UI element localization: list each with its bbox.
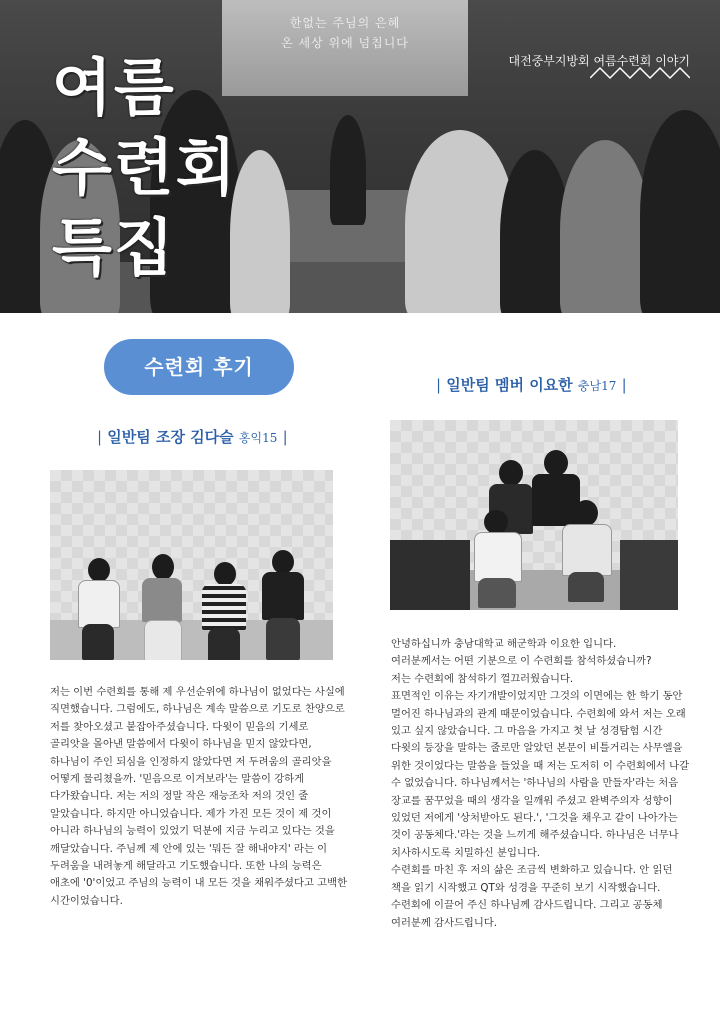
crowd-silhouette [230,150,290,313]
right-member-name: 일반팀 멤버 이요한 [446,376,573,394]
crowd-silhouette [405,130,515,313]
hero-title-line: 수련회 [52,131,238,204]
text-line: 직면했습니다. 그럼에도, 하나님은 계속 말씀으로 기도로 찬양으로 [50,703,345,716]
text-line: 시간이었습니다. [50,894,123,907]
text-line: 다가왔습니다. 저는 저의 정말 작은 재능조차 저의 것인 줄 [50,790,309,803]
hero-subtitle: 대전중부지방회 여름수련회 이야기 [508,54,690,68]
text-line: 어떻게 물리쳤을까. '믿음으로 이겨보라'는 말씀이 강하게 [50,773,305,786]
left-member-name: 일반팀 조장 김다슬 [107,428,234,446]
left-group-photo [50,470,333,660]
divider-bar: | [621,376,627,394]
hero-title [52,48,238,288]
left-testimony-text [50,684,348,910]
text-line: 다윗의 등장을 말하는 줄로만 알았던 본문이 비틀거리는 사무엘을 [391,742,683,755]
text-line: 치사하시도록 치밀하신 분입니다. [391,846,541,859]
hero-photo [0,0,720,313]
text-line: 있었던 저에게 '상처받아도 된다.', '그것을 채우고 같이 나아가는 [391,812,678,825]
text-line: 표면적인 이유는 자기개발이었지만 그것의 이면에는 한 학기 동안 [391,690,683,703]
screen-lyric-line-1: 한없는 주님의 은혜 [289,16,401,30]
text-line: 저를 찾아오셨고 붙잡아주셨습니다. 다윗이 믿음의 기세로 [50,720,309,733]
zigzag-decoration-icon [590,66,690,80]
text-line: 두려움을 내려놓게 해달라고 기도했습니다. 또한 나의 능력은 [50,860,322,873]
text-line: 여러분께 감사드립니다. [391,916,498,929]
left-member-heading [97,426,288,447]
text-line: 저는 이번 수련회를 통해 제 우선순위에 하나님이 없었다는 사실에 [50,686,345,698]
right-member-heading [436,374,627,395]
text-line: 골리앗을 몰아낸 말씀에서 다윗이 하나님을 믿지 않았다면, [50,738,312,751]
text-line: 안녕하십니까 충남대학교 해군학과 이요한 입니다. [391,638,617,650]
worship-leader [330,115,366,225]
text-line: 있고 싶지 않았습니다. 그 마음을 가지고 첫 날 성경탐험 시간 [391,725,663,738]
photo-shadow-left [390,540,470,610]
text-line: 장교를 꿈꾸었을 때의 생각을 일깨워 주셨고 완벽주의자 성향이 [391,794,673,807]
text-line: 위한 것이었다는 말씀을 들었을 때 저는 도저히 이 수련회에서 나갈 [391,759,690,772]
section-heading-pill: 수련회 후기 [104,339,294,395]
screen-lyric-line-2: 온 세상 위에 넘칩니다 [281,36,409,50]
text-line: 것이 공동체다.'라는 것을 느끼게 해주셨습니다. 하나님은 너무나 [391,829,679,842]
projection-screen [222,0,468,96]
right-group-photo [390,420,678,610]
photo-shadow-right [620,540,678,610]
divider-bar: | [282,428,288,446]
text-line: 깨달았습니다. 주님께 제 안에 있는 '뭐든 잘 해내야지' 라는 이 [50,842,328,855]
text-line: 저는 수련회에 참석하기 껄끄러웠습니다. [391,672,574,685]
crowd-silhouette [560,140,650,313]
text-line: 아니라 하나님의 능력이 있었기 덕분에 지금 누리고 있다는 것을 [50,825,335,838]
hero-title-line: 특집 [52,211,176,284]
crowd-silhouette [640,110,720,313]
divider-bar: | [436,376,442,394]
text-line: 수련회에 이끌어 주신 하나님께 감사드립니다. 그리고 공동체 [391,899,663,912]
text-line: 하나님이 주인 되심을 인정하지 않았다면 저 두려움의 골리앗을 [50,755,332,768]
left-member-school: 홍익15 [238,431,278,445]
text-line: 수련회를 마친 후 저의 삶은 조금씩 변화하고 있습니다. 안 읽던 [391,864,673,877]
right-member-school: 충남17 [577,379,617,393]
right-testimony-text [391,636,690,932]
hero-title-line: 여름 [52,51,176,124]
text-line: 멀어진 하나님과의 관계 때문이었습니다. 수련회에 와서 저는 오래 [391,707,686,720]
text-line: 애초에 '0'이었고 주님의 능력이 내 모든 것을 채워주셨다고 고백한 [50,877,348,890]
text-line: 책을 읽기 시작했고 QT와 성경을 꾸준히 보기 시작했습니다. [391,881,661,894]
text-line: 수 없었습니다. 하나님께서는 '하나님의 사람을 만들자'라는 처음 [391,777,679,790]
divider-bar: | [97,428,103,446]
text-line: 알았습니다. 하지만 아니었습니다. 제가 가진 모든 것이 제 것이 [50,807,332,820]
text-line: 여러분께서는 어떤 기분으로 이 수련회를 참석하셨습니까? [391,655,652,668]
